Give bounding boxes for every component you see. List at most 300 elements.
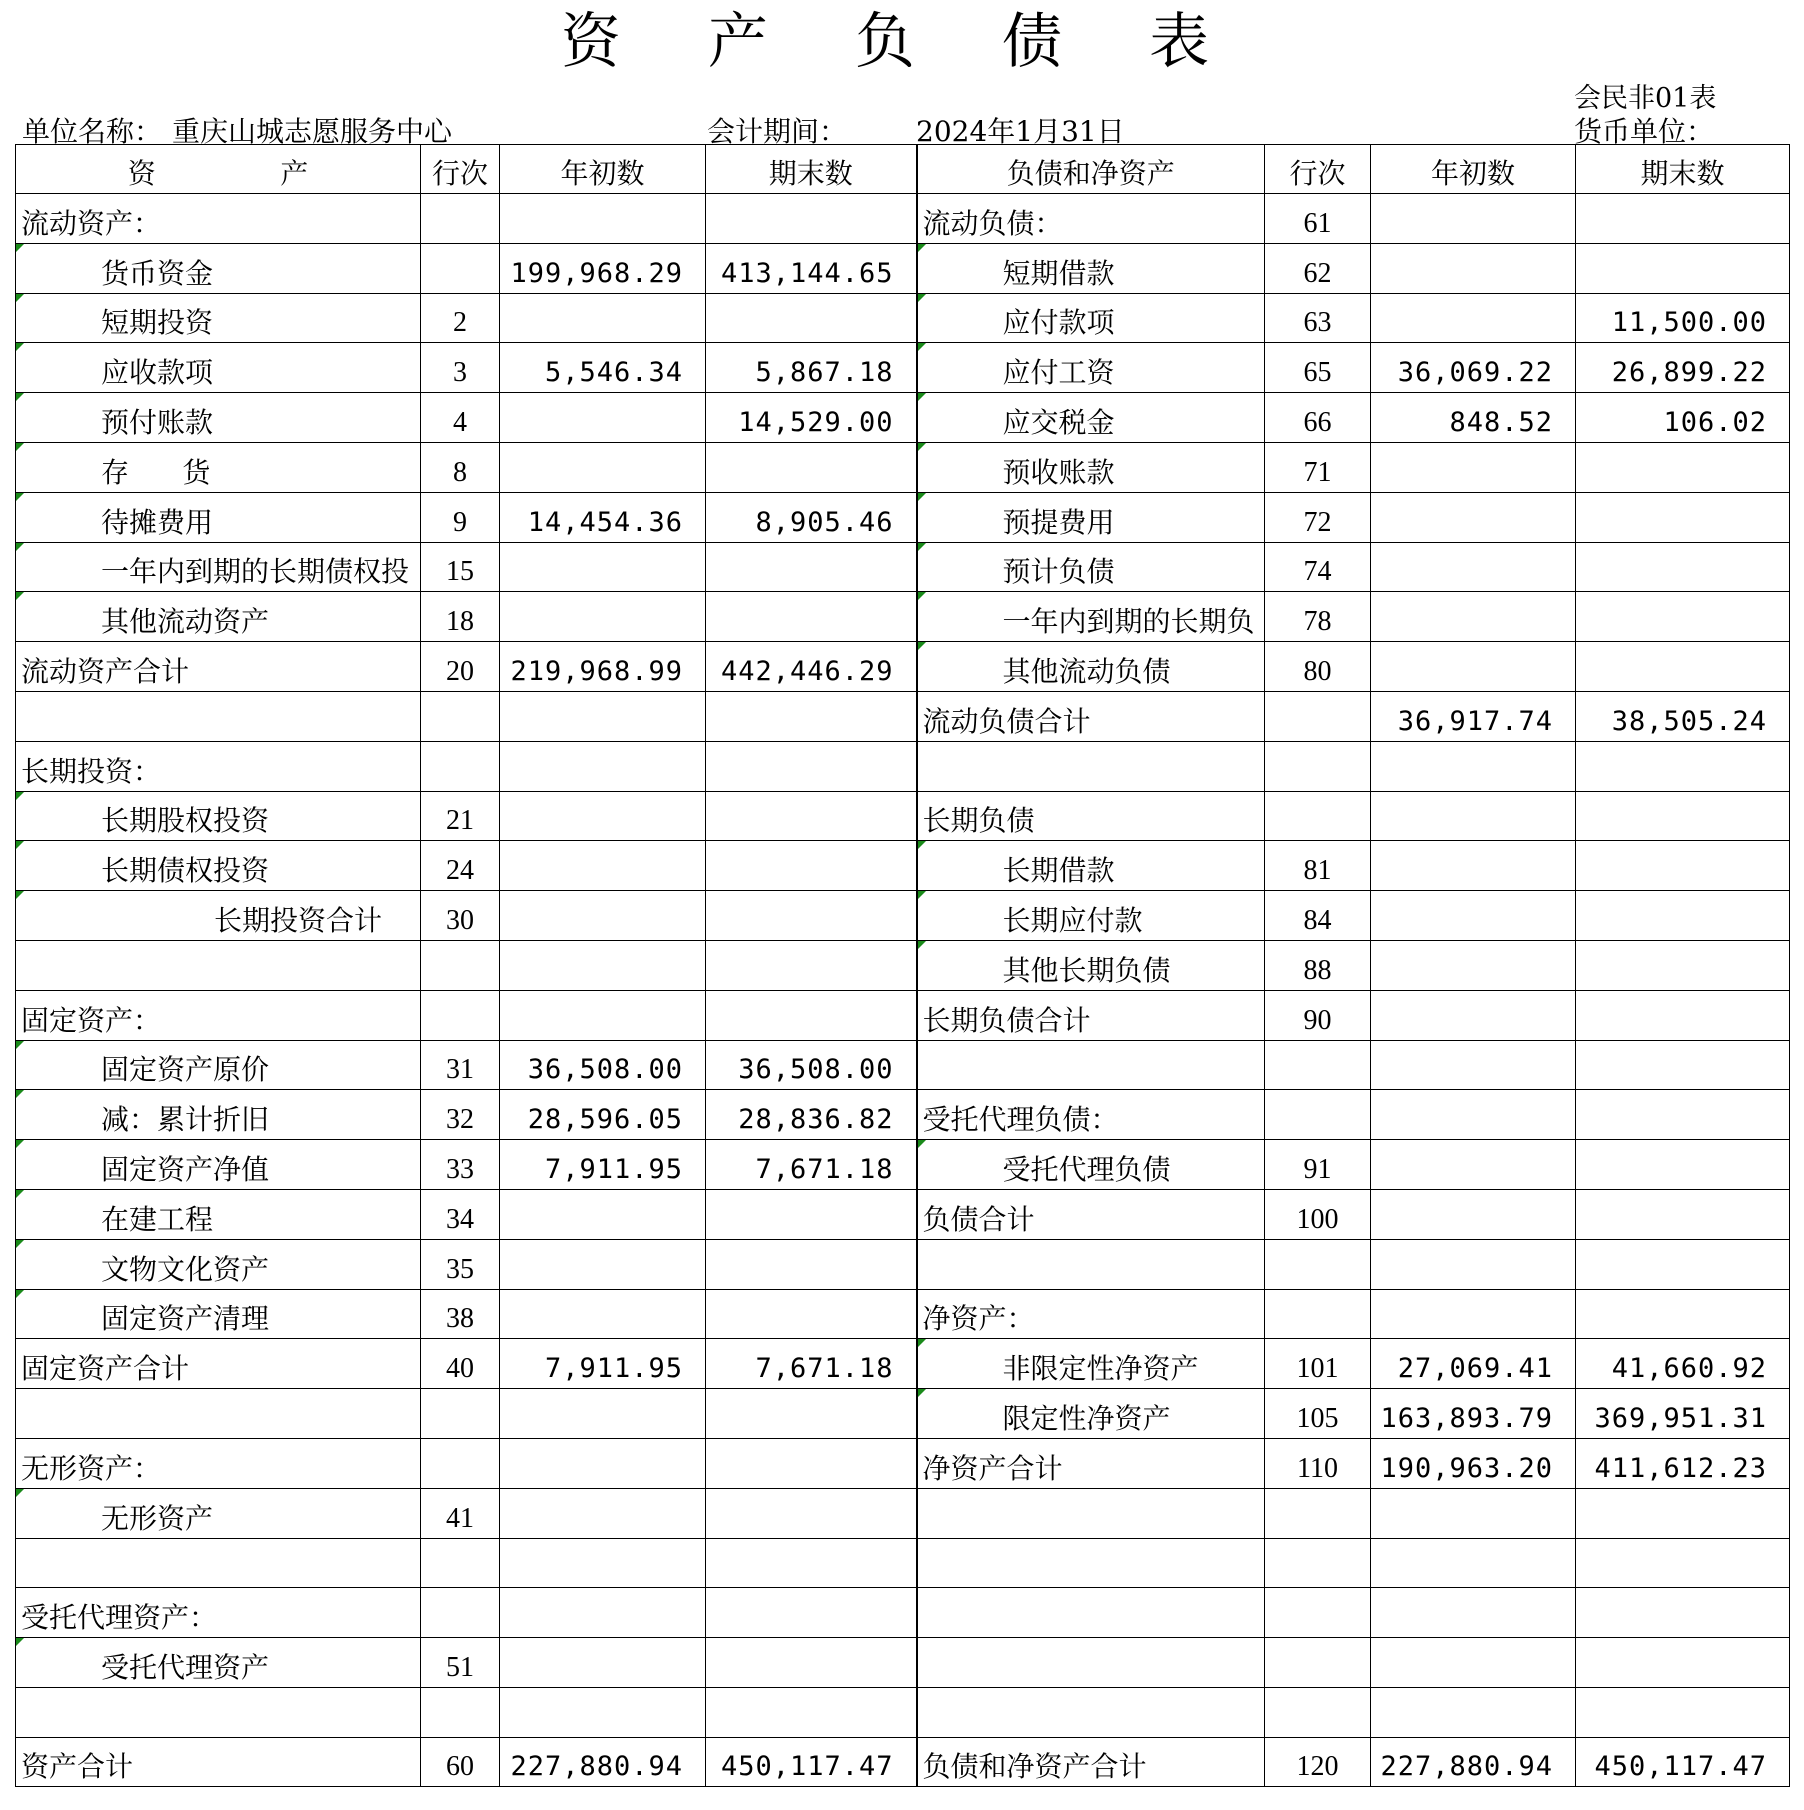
liab-name-cell	[917, 1040, 1265, 1090]
asset-line-cell: 9	[421, 492, 500, 542]
liab-line-cell: 120	[1265, 1737, 1371, 1786]
liab-name-cell: 净资产合计	[917, 1438, 1265, 1488]
liab-begin-cell	[1371, 442, 1576, 492]
asset-name-cell: 存 货	[16, 442, 421, 492]
asset-line-cell	[421, 243, 500, 293]
liab-end-cell	[1576, 1538, 1790, 1588]
liab-line-cell	[1265, 1040, 1371, 1090]
liab-begin-cell	[1371, 1588, 1576, 1638]
asset-begin-cell	[500, 691, 706, 741]
liab-end-cell	[1576, 940, 1790, 990]
liab-name-cell	[917, 1588, 1265, 1638]
liab-name-cell: 应交税金	[917, 393, 1265, 443]
liab-begin-cell	[1371, 1239, 1576, 1289]
table-row	[16, 1588, 1790, 1638]
liab-end-cell: 450,117.47	[1576, 1737, 1790, 1786]
table-header-row	[16, 145, 1790, 194]
liab-line-cell: 62	[1265, 243, 1371, 293]
liab-line-cell	[1265, 1289, 1371, 1339]
asset-end-cell	[706, 940, 917, 990]
asset-end-cell	[706, 442, 917, 492]
liab-end-cell	[1576, 891, 1790, 941]
asset-name-cell: 长期股权投资	[16, 791, 421, 841]
liab-line-cell: 66	[1265, 393, 1371, 443]
asset-end-cell	[706, 1389, 917, 1439]
table-row	[16, 1040, 1790, 1090]
asset-name-cell: 文物文化资产	[16, 1239, 421, 1289]
asset-name-cell: 货币资金	[16, 243, 421, 293]
liab-line-cell: 72	[1265, 492, 1371, 542]
liab-end-cell	[1576, 1588, 1790, 1638]
asset-begin-cell	[500, 1289, 706, 1339]
liab-begin-cell: 36,917.74	[1371, 691, 1576, 741]
asset-name-cell: 其他流动资产	[16, 592, 421, 642]
asset-end-cell	[706, 1189, 917, 1239]
liab-name-cell: 非限定性净资产	[917, 1339, 1265, 1389]
liab-begin-cell	[1371, 1140, 1576, 1190]
table-row	[16, 1687, 1790, 1737]
liab-line-cell: 110	[1265, 1438, 1371, 1488]
liab-line-cell	[1265, 1239, 1371, 1289]
asset-begin-cell	[500, 393, 706, 443]
asset-line-cell: 60	[421, 1737, 500, 1786]
table-row	[16, 940, 1790, 990]
asset-end-cell: 7,671.18	[706, 1140, 917, 1190]
asset-end-cell: 8,905.46	[706, 492, 917, 542]
asset-end-cell	[706, 691, 917, 741]
asset-begin-cell	[500, 1538, 706, 1588]
asset-end-cell	[706, 194, 917, 244]
table-row	[16, 542, 1790, 592]
liab-begin-cell	[1371, 741, 1576, 791]
asset-begin-cell: 36,508.00	[500, 1040, 706, 1090]
liab-end-cell	[1576, 1638, 1790, 1688]
asset-name-cell: 无形资产：	[16, 1438, 421, 1488]
liab-name-cell: 负债合计	[917, 1189, 1265, 1239]
table-row	[16, 1538, 1790, 1588]
liab-line-cell: 91	[1265, 1140, 1371, 1190]
liab-name-cell: 受托代理负债：	[917, 1090, 1265, 1140]
unit-label: 单位名称：	[22, 115, 163, 148]
asset-name-cell	[16, 1389, 421, 1439]
col-header-line2: 行次	[1265, 145, 1371, 194]
asset-begin-cell	[500, 442, 706, 492]
currency-label: 货币单位：	[1574, 115, 1715, 148]
asset-end-cell	[706, 841, 917, 891]
asset-end-cell	[706, 891, 917, 941]
liab-begin-cell	[1371, 243, 1576, 293]
asset-line-cell: 38	[421, 1289, 500, 1339]
liab-end-cell	[1576, 1488, 1790, 1538]
asset-begin-cell	[500, 891, 706, 941]
liab-line-cell: 80	[1265, 642, 1371, 692]
liab-name-cell: 其他流动负债	[917, 642, 1265, 692]
liab-name-cell: 受托代理负债	[917, 1140, 1265, 1190]
col-header-liab: 负债和净资产	[917, 145, 1265, 194]
table-row	[16, 592, 1790, 642]
liab-line-cell	[1265, 1687, 1371, 1737]
asset-end-cell: 442,446.29	[706, 642, 917, 692]
table-row	[16, 1488, 1790, 1538]
col-header-begin: 年初数	[500, 145, 706, 194]
asset-line-cell	[421, 1588, 500, 1638]
table-row	[16, 442, 1790, 492]
liab-end-cell	[1576, 990, 1790, 1040]
asset-line-cell: 51	[421, 1638, 500, 1688]
liab-end-cell: 369,951.31	[1576, 1389, 1790, 1439]
col-header-begin2: 年初数	[1371, 145, 1576, 194]
page-title: 资 产 负 债 表	[560, 7, 1244, 77]
liab-name-cell	[917, 1687, 1265, 1737]
asset-begin-cell	[500, 542, 706, 592]
liab-begin-cell	[1371, 1040, 1576, 1090]
asset-end-cell	[706, 990, 917, 1040]
liab-begin-cell: 27,069.41	[1371, 1339, 1576, 1389]
asset-line-cell: 18	[421, 592, 500, 642]
liab-line-cell: 81	[1265, 841, 1371, 891]
liab-line-cell	[1265, 791, 1371, 841]
liab-name-cell: 短期借款	[917, 243, 1265, 293]
asset-begin-cell	[500, 1438, 706, 1488]
asset-line-cell: 2	[421, 293, 500, 343]
asset-name-cell: 短期投资	[16, 293, 421, 343]
asset-name-cell: 长期投资合计	[16, 891, 421, 941]
asset-begin-cell	[500, 1588, 706, 1638]
liab-end-cell	[1576, 1040, 1790, 1090]
period-value: 2024年1月31日	[916, 115, 1125, 148]
liab-end-cell: 11,500.00	[1576, 293, 1790, 343]
period-label: 会计期间：	[707, 115, 848, 148]
liab-begin-cell	[1371, 492, 1576, 542]
liab-name-cell: 预提费用	[917, 492, 1265, 542]
asset-line-cell: 32	[421, 1090, 500, 1140]
table-row	[16, 1189, 1790, 1239]
liab-name-cell	[917, 1538, 1265, 1588]
col-header-asset: 资 产	[16, 145, 421, 194]
liab-line-cell: 78	[1265, 592, 1371, 642]
asset-line-cell: 15	[421, 542, 500, 592]
liab-name-cell	[917, 1638, 1265, 1688]
liab-end-cell	[1576, 542, 1790, 592]
liab-begin-cell	[1371, 542, 1576, 592]
liab-end-cell	[1576, 841, 1790, 891]
asset-line-cell	[421, 1389, 500, 1439]
asset-line-cell: 33	[421, 1140, 500, 1190]
table-row	[16, 393, 1790, 443]
asset-end-cell	[706, 592, 917, 642]
liab-name-cell: 负债和净资产合计	[917, 1737, 1265, 1786]
liab-line-cell: 71	[1265, 442, 1371, 492]
liab-name-cell: 长期负债合计	[917, 990, 1265, 1040]
asset-line-cell: 21	[421, 791, 500, 841]
asset-begin-cell	[500, 741, 706, 791]
liab-begin-cell	[1371, 1488, 1576, 1538]
table-row	[16, 1389, 1790, 1439]
asset-begin-cell	[500, 1687, 706, 1737]
liab-line-cell: 61	[1265, 194, 1371, 244]
asset-end-cell	[706, 293, 917, 343]
asset-name-cell: 固定资产清理	[16, 1289, 421, 1339]
liab-line-cell: 101	[1265, 1339, 1371, 1389]
liab-end-cell	[1576, 741, 1790, 791]
asset-begin-cell	[500, 841, 706, 891]
asset-end-cell: 14,529.00	[706, 393, 917, 443]
liab-begin-cell	[1371, 791, 1576, 841]
liab-line-cell	[1265, 741, 1371, 791]
liab-line-cell	[1265, 1488, 1371, 1538]
balance-sheet-table	[15, 144, 1790, 1787]
liab-begin-cell: 36,069.22	[1371, 343, 1576, 393]
liab-name-cell	[917, 1488, 1265, 1538]
asset-name-cell: 流动资产：	[16, 194, 421, 244]
asset-end-cell	[706, 1488, 917, 1538]
asset-begin-cell	[500, 1389, 706, 1439]
liab-begin-cell	[1371, 940, 1576, 990]
asset-begin-cell: 219,968.99	[500, 642, 706, 692]
asset-begin-cell	[500, 293, 706, 343]
asset-end-cell	[706, 1239, 917, 1289]
asset-end-cell	[706, 1438, 917, 1488]
liab-end-cell: 38,505.24	[1576, 691, 1790, 741]
liab-name-cell: 应付工资	[917, 343, 1265, 393]
asset-line-cell	[421, 1687, 500, 1737]
table-row	[16, 741, 1790, 791]
asset-name-cell	[16, 940, 421, 990]
asset-name-cell: 固定资产净值	[16, 1140, 421, 1190]
asset-begin-cell	[500, 990, 706, 1040]
liab-name-cell: 预计负债	[917, 542, 1265, 592]
asset-name-cell	[16, 691, 421, 741]
asset-begin-cell	[500, 1638, 706, 1688]
asset-end-cell: 450,117.47	[706, 1737, 917, 1786]
asset-end-cell: 413,144.65	[706, 243, 917, 293]
liab-begin-cell	[1371, 1538, 1576, 1588]
table-row	[16, 293, 1790, 343]
liab-begin-cell	[1371, 1090, 1576, 1140]
liab-begin-cell	[1371, 891, 1576, 941]
asset-name-cell: 固定资产原价	[16, 1040, 421, 1090]
liab-name-cell	[917, 1239, 1265, 1289]
asset-begin-cell: 7,911.95	[500, 1140, 706, 1190]
liab-begin-cell	[1371, 841, 1576, 891]
table-row	[16, 791, 1790, 841]
asset-begin-cell: 14,454.36	[500, 492, 706, 542]
asset-begin-cell	[500, 194, 706, 244]
asset-end-cell: 36,508.00	[706, 1040, 917, 1090]
liab-end-cell	[1576, 592, 1790, 642]
table-row	[16, 1289, 1790, 1339]
liab-end-cell	[1576, 1090, 1790, 1140]
asset-name-cell: 无形资产	[16, 1488, 421, 1538]
asset-name-cell: 应收款项	[16, 343, 421, 393]
asset-end-cell: 28,836.82	[706, 1090, 917, 1140]
liab-begin-cell: 227,880.94	[1371, 1737, 1576, 1786]
asset-line-cell: 3	[421, 343, 500, 393]
asset-line-cell: 34	[421, 1189, 500, 1239]
liab-end-cell	[1576, 492, 1790, 542]
asset-line-cell	[421, 1538, 500, 1588]
col-header-line: 行次	[421, 145, 500, 194]
asset-name-cell	[16, 1687, 421, 1737]
asset-name-cell: 预付账款	[16, 393, 421, 443]
liab-end-cell	[1576, 243, 1790, 293]
asset-line-cell	[421, 990, 500, 1040]
asset-line-cell: 35	[421, 1239, 500, 1289]
asset-name-cell: 在建工程	[16, 1189, 421, 1239]
liab-name-cell: 长期应付款	[917, 891, 1265, 941]
asset-name-cell: 受托代理资产	[16, 1638, 421, 1688]
liab-name-cell: 流动负债合计	[917, 691, 1265, 741]
table-row	[16, 1140, 1790, 1190]
liab-begin-cell	[1371, 194, 1576, 244]
liab-begin-cell	[1371, 1687, 1576, 1737]
asset-end-cell	[706, 1638, 917, 1688]
liab-name-cell: 流动负债：	[917, 194, 1265, 244]
asset-line-cell: 4	[421, 393, 500, 443]
asset-name-cell: 长期投资：	[16, 741, 421, 791]
liab-line-cell: 105	[1265, 1389, 1371, 1439]
asset-begin-cell: 227,880.94	[500, 1737, 706, 1786]
col-header-end2: 期末数	[1576, 145, 1790, 194]
asset-end-cell	[706, 1289, 917, 1339]
liab-name-cell: 一年内到期的长期负	[917, 592, 1265, 642]
liab-line-cell: 63	[1265, 293, 1371, 343]
asset-begin-cell	[500, 791, 706, 841]
table-row	[16, 1638, 1790, 1688]
liab-line-cell	[1265, 1090, 1371, 1140]
liab-begin-cell	[1371, 990, 1576, 1040]
liab-line-cell: 90	[1265, 990, 1371, 1040]
liab-line-cell: 88	[1265, 940, 1371, 990]
asset-begin-cell: 7,911.95	[500, 1339, 706, 1389]
asset-name-cell: 资产合计	[16, 1737, 421, 1786]
liab-begin-cell: 163,893.79	[1371, 1389, 1576, 1439]
asset-end-cell	[706, 791, 917, 841]
asset-line-cell	[421, 940, 500, 990]
liab-line-cell: 84	[1265, 891, 1371, 941]
asset-name-cell: 受托代理资产：	[16, 1588, 421, 1638]
table-row	[16, 1090, 1790, 1140]
asset-end-cell: 5,867.18	[706, 343, 917, 393]
liab-end-cell	[1576, 1189, 1790, 1239]
table-row	[16, 990, 1790, 1040]
asset-line-cell: 8	[421, 442, 500, 492]
asset-end-cell	[706, 741, 917, 791]
asset-end-cell	[706, 1538, 917, 1588]
liab-end-cell: 41,660.92	[1576, 1339, 1790, 1389]
asset-name-cell: 长期债权投资	[16, 841, 421, 891]
asset-begin-cell: 5,546.34	[500, 343, 706, 393]
asset-end-cell	[706, 542, 917, 592]
liab-end-cell	[1576, 1687, 1790, 1737]
liab-begin-cell	[1371, 293, 1576, 343]
liab-name-cell: 应付款项	[917, 293, 1265, 343]
asset-begin-cell: 199,968.29	[500, 243, 706, 293]
asset-begin-cell: 28,596.05	[500, 1090, 706, 1140]
liab-end-cell	[1576, 442, 1790, 492]
liab-begin-cell	[1371, 1289, 1576, 1339]
asset-line-cell	[421, 691, 500, 741]
asset-end-cell: 7,671.18	[706, 1339, 917, 1389]
table-row	[16, 1438, 1790, 1488]
liab-name-cell: 净资产：	[917, 1289, 1265, 1339]
liab-name-cell: 预收账款	[917, 442, 1265, 492]
asset-begin-cell	[500, 1488, 706, 1538]
liab-line-cell	[1265, 691, 1371, 741]
unit-name: 重庆山城志愿服务中心	[172, 115, 453, 148]
asset-end-cell	[706, 1588, 917, 1638]
asset-name-cell: 一年内到期的长期债权投	[16, 542, 421, 592]
liab-line-cell: 100	[1265, 1189, 1371, 1239]
table-row	[16, 243, 1790, 293]
liab-name-cell	[917, 741, 1265, 791]
asset-line-cell: 24	[421, 841, 500, 891]
table-row	[16, 1339, 1790, 1389]
liab-begin-cell	[1371, 642, 1576, 692]
liab-name-cell: 限定性净资产	[917, 1389, 1265, 1439]
liab-name-cell: 长期借款	[917, 841, 1265, 891]
table-row	[16, 1239, 1790, 1289]
table-row	[16, 194, 1790, 244]
liab-begin-cell	[1371, 592, 1576, 642]
liab-name-cell: 其他长期负债	[917, 940, 1265, 990]
asset-name-cell: 固定资产合计	[16, 1339, 421, 1389]
liab-line-cell	[1265, 1638, 1371, 1688]
liab-end-cell	[1576, 1289, 1790, 1339]
liab-line-cell	[1265, 1538, 1371, 1588]
asset-line-cell: 41	[421, 1488, 500, 1538]
liab-end-cell	[1576, 791, 1790, 841]
table-row	[16, 841, 1790, 891]
asset-line-cell	[421, 1438, 500, 1488]
col-header-end: 期末数	[706, 145, 917, 194]
table-row	[16, 891, 1790, 941]
asset-name-cell: 流动资产合计	[16, 642, 421, 692]
asset-name-cell: 固定资产：	[16, 990, 421, 1040]
asset-begin-cell	[500, 1189, 706, 1239]
liab-name-cell: 长期负债	[917, 791, 1265, 841]
asset-name-cell	[16, 1538, 421, 1588]
liab-line-cell: 74	[1265, 542, 1371, 592]
asset-line-cell	[421, 741, 500, 791]
liab-end-cell	[1576, 642, 1790, 692]
asset-line-cell	[421, 194, 500, 244]
liab-begin-cell	[1371, 1189, 1576, 1239]
liab-end-cell	[1576, 194, 1790, 244]
table-row	[16, 492, 1790, 542]
liab-begin-cell: 190,963.20	[1371, 1438, 1576, 1488]
asset-line-cell: 40	[421, 1339, 500, 1389]
liab-line-cell: 65	[1265, 343, 1371, 393]
asset-line-cell: 20	[421, 642, 500, 692]
liab-end-cell: 26,899.22	[1576, 343, 1790, 393]
asset-begin-cell	[500, 940, 706, 990]
form-code: 会民非01表	[1574, 83, 1717, 114]
table-row	[16, 691, 1790, 741]
asset-begin-cell	[500, 592, 706, 642]
liab-line-cell	[1265, 1588, 1371, 1638]
liab-end-cell: 106.02	[1576, 393, 1790, 443]
asset-end-cell	[706, 1687, 917, 1737]
table-row	[16, 343, 1790, 393]
liab-begin-cell	[1371, 1638, 1576, 1688]
table-row	[16, 1737, 1790, 1786]
liab-end-cell	[1576, 1239, 1790, 1289]
asset-line-cell: 31	[421, 1040, 500, 1090]
asset-name-cell: 待摊费用	[16, 492, 421, 542]
liab-begin-cell: 848.52	[1371, 393, 1576, 443]
table-row	[16, 642, 1790, 692]
